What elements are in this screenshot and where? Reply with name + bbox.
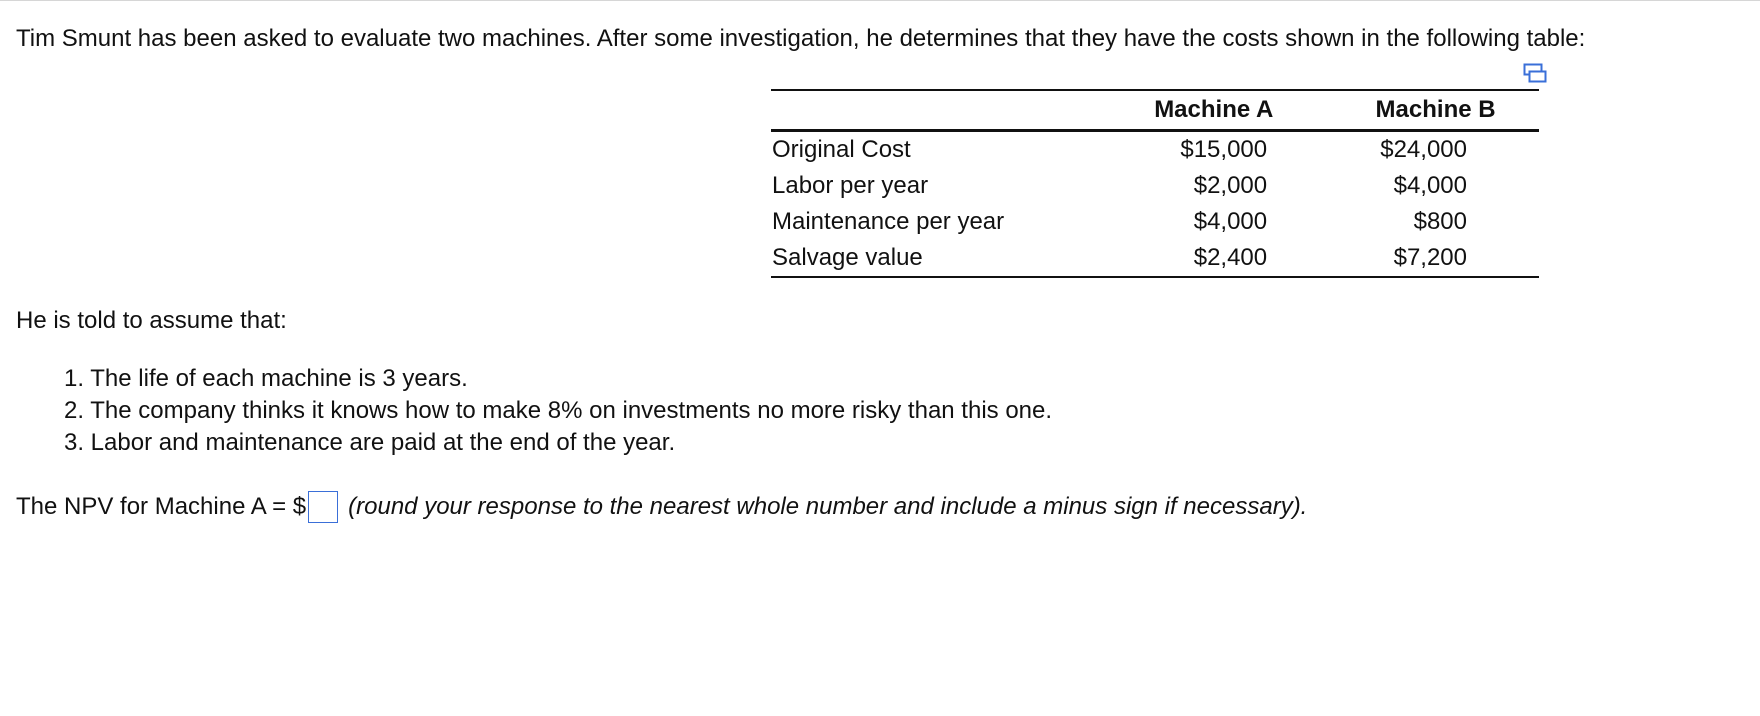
- row-label: Maintenance per year: [772, 208, 1005, 235]
- machine-b-value: $800: [1413, 208, 1467, 235]
- machine-b-value: $24,000: [1380, 136, 1467, 163]
- copy-table-icon[interactable]: [1523, 63, 1547, 83]
- machine-a-value: $2,400: [1095, 240, 1332, 277]
- top-divider: [0, 0, 1760, 1]
- table-row: [771, 168, 1539, 204]
- list-item: 2. The company thinks it knows how to make 8% on investments no more risky than this one.: [64, 397, 1053, 424]
- column-header-machine-b: Machine B: [1332, 90, 1539, 131]
- row-label: Salvage value: [771, 240, 1095, 277]
- machine-a-value: $4,000: [1193, 208, 1268, 235]
- answer-hint: (round your response to the nearest whole number and include a minus sign if necessary).: [348, 493, 1308, 520]
- table-row: [771, 240, 1539, 277]
- answer-prefix: The NPV for Machine A = $: [16, 493, 307, 520]
- cost-table: [771, 89, 1539, 278]
- row-label: Original Cost: [772, 136, 911, 163]
- npv-answer-input[interactable]: [308, 491, 338, 523]
- machine-a-value: $15,000: [1180, 136, 1268, 163]
- table-header-row: [771, 90, 1539, 131]
- row-label: Labor per year: [772, 172, 929, 199]
- table-row: [771, 204, 1539, 240]
- answer-line: [16, 491, 1307, 523]
- column-header-label: [771, 90, 1095, 131]
- machine-b-value: $4,000: [1393, 172, 1467, 199]
- machine-a-value: $2,000: [1193, 172, 1268, 199]
- assumptions-heading: He is told to assume that:: [16, 307, 287, 334]
- question-intro: Tim Smunt has been asked to evaluate two machines. After some investigation, he determines that they have the costs shown in the following table:: [16, 25, 1586, 52]
- list-item: 1. The life of each machine is 3 years.: [64, 365, 468, 392]
- table-row: [771, 131, 1539, 169]
- column-header-machine-a: Machine A: [1095, 90, 1332, 131]
- list-item: 3. Labor and maintenance are paid at the end of the year.: [64, 429, 676, 456]
- machine-b-value: $7,200: [1332, 240, 1539, 277]
- assumptions-list: [64, 363, 1052, 459]
